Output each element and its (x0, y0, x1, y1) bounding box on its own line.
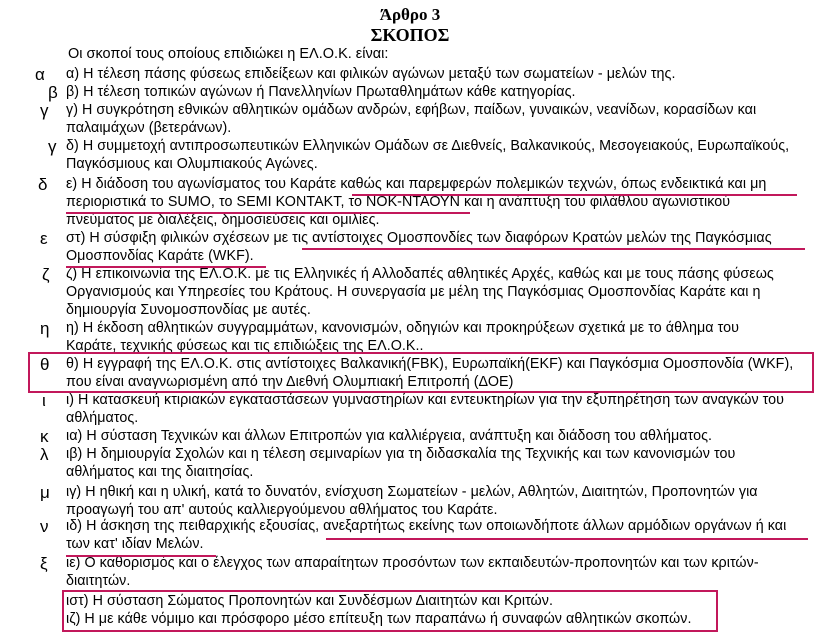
margin-marker: κ (40, 427, 49, 446)
text-line: ιβ) Η δημιουργία Σχολών και η τέλεση σεμιναρίων για τη διδασκαλία της Τεχνικής και των κανονισμών του (66, 446, 736, 462)
text-line: ιε) Ο καθορισμός και ο έλεγχος των απαραίτητων προσόντων των εκπαιδευτών-προπονητών και των κριτών- (66, 555, 759, 571)
margin-marker: λ (40, 445, 49, 464)
text-line: ιδ) Η άσκηση της πειθαρχικής εξουσίας, ανεξαρτήτως εκείνης των οποιωνδήποτε άλλων αρμόδιων οργάνων ή και (66, 518, 787, 534)
text-line: αθλήματος και της διαιτησίας. (66, 464, 254, 480)
margin-marker: ζ (42, 265, 50, 284)
margin-marker: η (40, 319, 50, 338)
annotation-underline (302, 248, 805, 250)
text-line: περιοριστικά το SUMO, το SEMI ΚΟΝΤΑΚΤ, το ΝΟΚ-ΝΤΑΟΥΝ και η ανάπτυξη του φιλάθλου αγωνιστικού (66, 194, 731, 210)
text-line: ι) Η κατασκευή κτιριακών εγκαταστάσεων γυμναστηρίων και εντευκτηρίων για την εξυπηρέτηση των αναγκών του (66, 392, 785, 408)
text-line: ια) Η σύσταση Τεχνικών και άλλων Επιτροπών για καλλιέργεια, ανάπτυξη και διάδοση του αθλήματος. (66, 428, 713, 444)
margin-marker: γ (40, 101, 49, 120)
text-line: α) Η τέλεση πάσης φύσεως επιδείξεων και φιλικών αγώνων μεταξύ των σωματείων - μελών της. (66, 66, 676, 82)
text-line: που είναι αναγνωρισμένη από την Διεθνή Ολυμπιακή Επιτροπή (ΔΟΕ) (66, 374, 514, 390)
text-line: ε) Η διάδοση του αγωνίσματος του Καράτε καθώς και παρεμφερών πολεμικών τεχνών, όπως ενδεικτικά και μη (66, 176, 767, 192)
text-line: ιστ) Η σύσταση Σώματος Προπονητών και Συνδέσμων Διαιτητών και Κριτών. (66, 593, 553, 609)
text-line: διαιτητών. (66, 573, 131, 589)
text-line: Οργανισμούς και Υπηρεσίες του Κράτους. Η συνεργασία με μέλη της Παγκόσμιας Ομοσπονδίας Καράτε και η (66, 284, 761, 300)
text-line: θ) Η εγγραφή της ΕΛ.Ο.Κ. στις αντίστοιχες Βαλκανική(FBK), Ευρωπαϊκή(EKF) και Παγκόσμια Ομοσπονδία (WKF), (66, 356, 794, 372)
text-line: ιγ) Η ηθική και η υλική, κατά το δυνατόν, ενίσχυση Σωματείων - μελών, Αθλητών, Διαιτητών, Προπονητών για (66, 484, 758, 500)
margin-marker: ξ (40, 554, 48, 573)
margin-marker: ε (40, 229, 48, 248)
margin-marker: ν (40, 517, 49, 536)
margin-marker: θ (40, 355, 50, 374)
text-line: Ομοσπονδίας Καράτε (WKF). (66, 248, 254, 264)
intro-text: Οι σκοποί τους οποίους επιδιώκει η ΕΛ.Ο.Κ. είναι: (68, 46, 389, 62)
margin-marker: α (35, 65, 45, 84)
annotation-underline (66, 555, 216, 557)
text-line: πνεύματος με διαλέξεις, δημοσιεύσεις και ομιλίες. (66, 212, 380, 228)
margin-marker: μ (40, 483, 50, 502)
text-line: β) Η τέλεση τοπικών αγώνων ή Πανελληνίων Πρωταθλημάτων κάθε κατηγορίας. (66, 84, 576, 100)
text-line: η) Η έκδοση αθλητικών συγγραμμάτων, κανονισμών, οδηγιών και προκηρύξεων σχετικά με το άθλημα του (66, 320, 740, 336)
annotation-box (62, 590, 718, 632)
text-line: προαγωγή του απ' αυτούς καλλιεργούμενου αθλήματος του Καράτε. (66, 502, 498, 518)
annotation-underline (66, 212, 470, 214)
text-line: στ) Η σύσφιξη φιλικών σχέσεων με τις αντίστοιχες Ομοσπονδίες των διαφόρων Κρατών μελών της Παγκόσμιας (66, 230, 772, 246)
article-subtitle: ΣΚΟΠΟΣ (370, 25, 450, 45)
annotation-underline (326, 538, 808, 540)
text-line: παλαιμάχων (βετεράνων). (66, 120, 232, 136)
margin-marker: δ (38, 175, 48, 194)
text-line: δ) Η συμμετοχή αντιπροσωπευτικών Ελληνικών Ομάδων σε Διεθνείς, Βαλκανικούς, Μεσογειακούς, Ευρωπαϊκούς, (66, 138, 790, 154)
text-line: αθλήματος. (66, 410, 139, 426)
text-line: Παγκόσμιους και Ολυμπιακούς Αγώνες. (66, 156, 318, 172)
annotation-underline (352, 194, 797, 196)
text-line: γ) Η συγκρότηση εθνικών αθλητικών ομάδων ανδρών, εφήβων, παίδων, γυναικών, νεανίδων, κορασίδων και (66, 102, 757, 118)
text-line: δημιουργία Συνομοσπονδίας με αυτές. (66, 302, 311, 318)
text-line: Καράτε, τεχνικής φύσεως και τις επιδιώξεις της ΕΛ.Ο.Κ.. (66, 338, 424, 354)
annotation-box (28, 352, 814, 393)
text-line: ιζ) Η με κάθε νόμιμο και πρόσφορο μέσο επίτευξη των παραπάνω ή συναφών αθλητικών σκοπών. (66, 611, 692, 627)
margin-marker: γ (48, 137, 57, 156)
text-line: των κατ' ιδίαν Μελών. (66, 536, 204, 552)
annotation-underline (66, 266, 266, 268)
margin-marker: ι (42, 391, 46, 410)
text-line: ζ) Η επικοινωνία της ΕΛ.Ο.Κ. με τις Ελληνικές ή Αλλοδαπές αθλητικές Αρχές, καθώς και με τους πάσης φύσεως (66, 266, 774, 282)
margin-marker: β (48, 83, 58, 102)
article-title: Άρθρο 3 (379, 5, 441, 24)
